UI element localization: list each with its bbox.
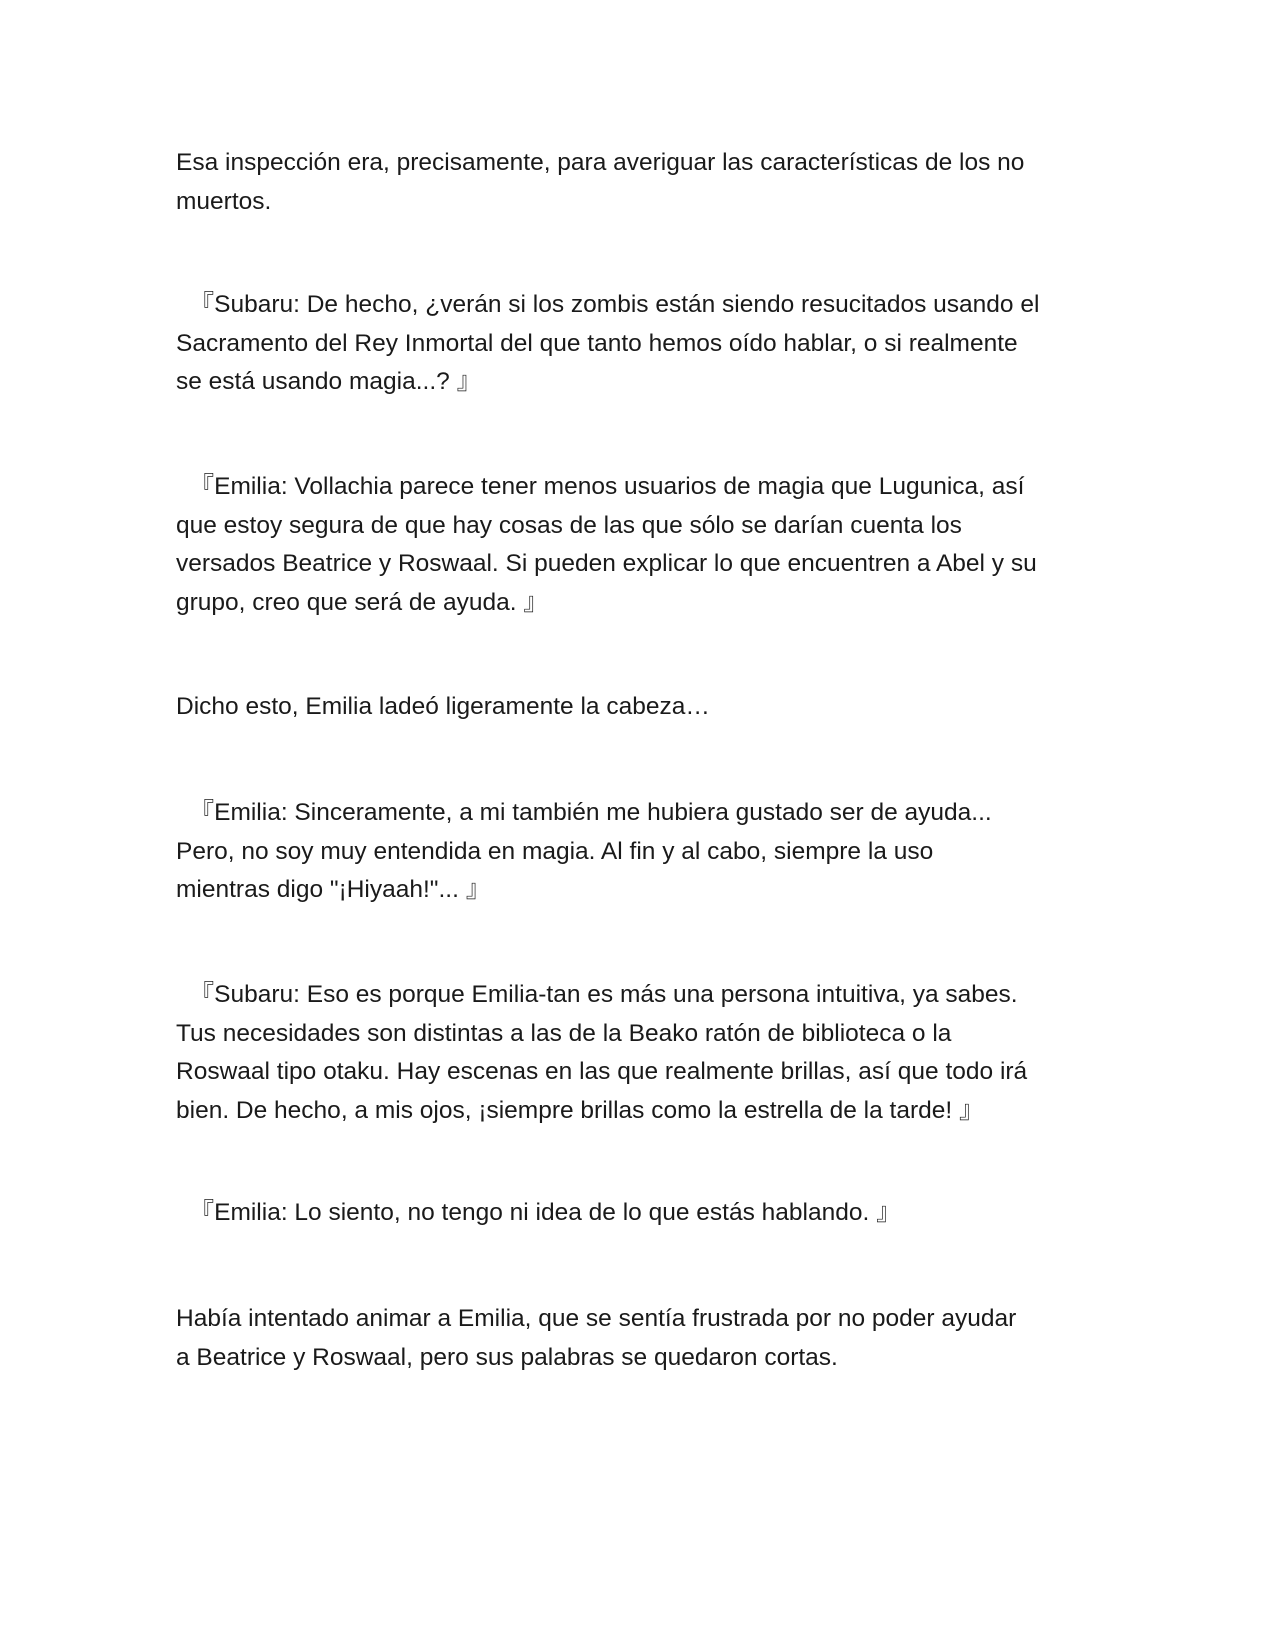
text-line: bien. De hecho, a mis ojos, ¡siempre brillas como la estrella de la tarde! 』 [176,1096,984,1124]
text-line: a Beatrice y Roswaal, pero sus palabras se quedaron cortas. [176,1343,838,1371]
text-line: 『Emilia: Sinceramente, a mi también me hubiera gustado ser de ayuda... [176,799,992,826]
text-line: Tus necesidades son distintas a las de la Beako ratón de biblioteca o la [176,1019,952,1047]
text-line: Sacramento del Rey Inmortal del que tanto hemos oído hablar, o si realmente [176,329,1018,357]
text-line: Dicho esto, Emilia ladeó ligeramente la cabeza… [176,693,710,720]
paragraph-dialogue-subaru-zombies [176,286,1106,402]
paragraph-narration-inspection [176,144,1106,221]
text-line: 『Emilia: Vollachia parece tener menos usuarios de magia que Lugunica, así [176,473,1025,500]
text-line: 『Subaru: Eso es porque Emilia-tan es más una persona intuitiva, ya sabes. [176,981,1018,1008]
text-line: que estoy segura de que hay cosas de las que sólo se darían cuenta los [176,511,962,539]
text-line: Pero, no soy muy entendida en magia. Al fin y al cabo, siempre la uso [176,837,934,865]
paragraph-narration-emilia-tilt [176,688,1106,727]
text-line: 『Emilia: Lo siento, no tengo ni idea de lo que estás hablando. 』 [176,1199,901,1226]
text-line: muertos. [176,187,272,215]
paragraph-dialogue-emilia-sorry [176,1194,1106,1233]
text-line: mientras digo "¡Hiyaah!"... 』 [176,876,491,903]
text-line: se está usando magia...? 』 [176,368,482,395]
text-line: Roswaal tipo otaku. Hay escenas en las que realmente brillas, así que todo irá [176,1058,1028,1085]
text-line: versados Beatrice y Roswaal. Si pueden explicar lo que encuentren a Abel y su [176,550,1037,577]
paragraph-dialogue-emilia-magic [176,794,1106,910]
paragraph-dialogue-subaru-intuitive [176,976,1106,1130]
text-line: Había intentado animar a Emilia, que se sentía frustrada por no poder ayudar [176,1305,1017,1332]
paragraph-dialogue-emilia-vollachia [176,468,1106,622]
text-line: grupo, creo que será de ayuda. 』 [176,588,548,616]
text-line: 『Subaru: De hecho, ¿verán si los zombis están siendo resucitados usando el [176,291,1040,318]
text-line: Esa inspección era, precisamente, para averiguar las características de los no [176,149,1025,176]
paragraph-narration-encourage [176,1300,1106,1377]
